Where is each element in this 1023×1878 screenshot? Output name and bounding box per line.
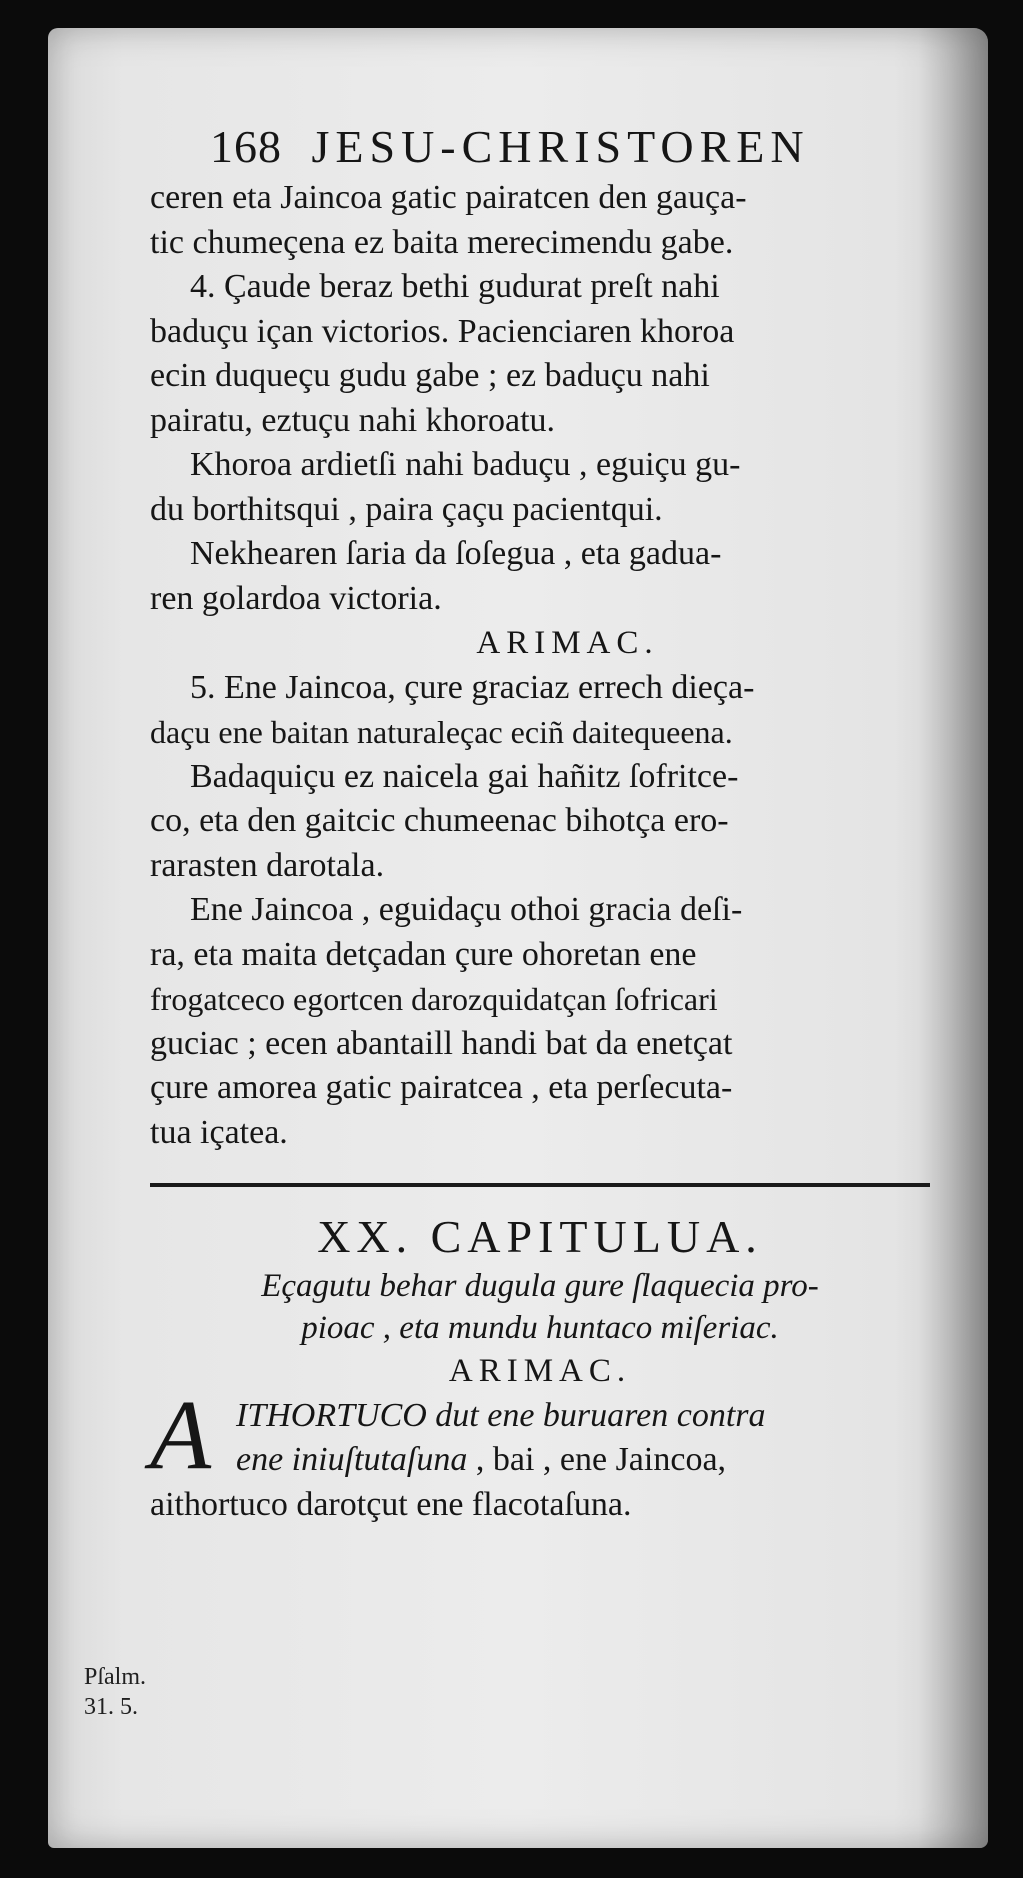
section-heading-arimac: ARIMAC. xyxy=(448,1353,632,1389)
roman-phrase: , bai , ene Jaincoa, xyxy=(467,1441,727,1478)
paragraph-5-line: daçu ene baitan naturaleçac eciñ daitequeena. xyxy=(150,714,733,750)
paragraph-ene-line: tua içatea. xyxy=(150,1113,288,1151)
paragraph-4-line: baduçu içan victorios. Pacienciaren khoroa xyxy=(150,312,735,350)
paragraph-khoroa-line: du borthitsqui , paira çaçu pacientqui. xyxy=(150,490,663,528)
chapter-subtitle: Eçagutu behar dugula gure ſlaquecia pro- xyxy=(261,1268,819,1304)
page-text xyxy=(150,120,985,1527)
dropcap-paragraph xyxy=(150,1378,985,1528)
paragraph-ene-line: çure amorea gatic pairatcea , eta perſecuta- xyxy=(150,1069,733,1106)
chapter-divider xyxy=(150,1183,930,1187)
paragraph-5-line: co, eta den gaitcic chumeenac bihotça ero- xyxy=(150,802,729,839)
paragraph-ene-line: frogatceco egortcen darozquidatçan ſofricari xyxy=(150,981,718,1017)
margin-citation-line: 31. 5. xyxy=(84,1694,138,1720)
paragraph-4-line: pairatu, eztuçu nahi khoroatu. xyxy=(150,401,556,439)
paragraph-4-line: ecin duqueçu gudu gabe ; ez baduçu nahi xyxy=(150,357,710,394)
paragraph-ene-line: ra, eta maita detçadan çure ohoretan ene xyxy=(150,935,697,973)
paragraph-nekhe-line: Nekhearen ſaria da ſoſegua , eta gadua- xyxy=(190,535,722,572)
paragraph-5-line: 5. Ene Jaincoa, çure graciaz errech dieça- xyxy=(190,668,755,706)
paragraph-5-line: rarasten darotala. xyxy=(150,846,385,884)
paragraph-nekhe-line: ren golardoa victoria. xyxy=(150,579,442,617)
drop-cap-letter: A xyxy=(150,1378,212,1490)
text-line: ITHORTUCO dut ene buruaren contra xyxy=(236,1396,766,1434)
paragraph-4-line: 4. Çaude beraz bethi gudurat preſt nahi xyxy=(190,268,720,305)
paragraph-ene-line: Ene Jaincoa , eguidaçu othoi gracia deſi- xyxy=(190,891,743,928)
text-line: ceren eta Jaincoa gatic pairatcen den gauça- xyxy=(150,179,747,216)
chapter-title: XX. CAPITULUA. xyxy=(317,1211,763,1262)
section-heading-arimac: ARIMAC. xyxy=(476,625,659,661)
chapter-subtitle: pioac , eta mundu huntaco miſeriac. xyxy=(301,1310,779,1346)
paragraph-5-line: Badaquiçu ez naicela gai hañitz ſofritce- xyxy=(190,757,739,795)
text-line xyxy=(150,1438,985,1483)
paragraph-khoroa-line: Khoroa ardietſi nahi baduçu , eguiçu gu- xyxy=(190,446,741,483)
paragraph-ene-line: guciac ; ecen abantaill handi bat da enetçat xyxy=(150,1024,733,1062)
margin-citation xyxy=(84,1662,146,1722)
page-number: 168 xyxy=(210,121,282,172)
italic-phrase: ene iniuſtutaſuna xyxy=(236,1441,468,1478)
text-line: tic chumeçena ez baita merecimendu gabe. xyxy=(150,223,734,261)
margin-citation-line: Pſalm. xyxy=(84,1664,147,1690)
text-line: aithortuco darotçut ene flacotaſuna. xyxy=(150,1485,632,1523)
running-header xyxy=(210,120,985,174)
running-title: JESU-CHRISTOREN xyxy=(311,121,810,172)
